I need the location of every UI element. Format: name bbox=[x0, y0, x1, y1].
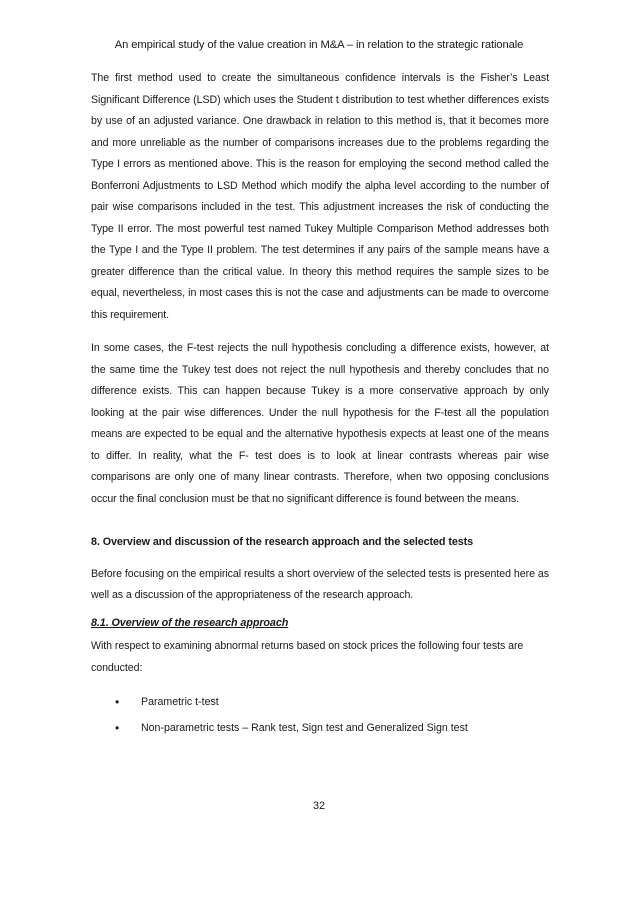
list-item-text: Parametric t-test bbox=[141, 696, 219, 708]
list-item bbox=[115, 689, 549, 715]
list-item bbox=[115, 715, 549, 741]
paragraph-fisher-lsd: The first method used to create the simultaneous confidence intervals is the Fisher’s Least Significant Difference (LSD) which uses the Student t distribution to test whether differences exists by use of an adjusted variance. One drawback in relation to this method is, that it becomes more and more unreliable as the number of comparisons increases due to the problems regarding the Type I errors as mentioned above. This is the reason for employing the second method called the Bonferroni Adjustments to LSD Method which modify the alpha level according to the number of pair wise comparisons included in the test. This adjustment increases the risk of conducting the Type II error. The most powerful test named Tukey Multiple Comparison Method addresses both the Type I and the Type II problem. The test determines if any pairs of the sample means have a greater difference than the critical value. In theory this method requires the sample sizes to be equal, nevertheless, in most cases this is not the case and adjustments can be made to overcome this requirement. bbox=[91, 72, 549, 321]
list-item-text: Non-parametric tests – Rank test, Sign test and Generalized Sign test bbox=[141, 722, 468, 734]
running-header: An empirical study of the value creation in M&A – in relation to the strategic rationale bbox=[114, 39, 524, 51]
section-heading: 8. Overview and discussion of the research approach and the selected tests bbox=[91, 536, 474, 548]
subsection-heading: 8.1. Overview of the research approach bbox=[91, 616, 289, 629]
paragraph-overview-intro: Before focusing on the empirical results a short overview of the selected tests is presented here as well as a discussion of the appropriateness of the research approach. bbox=[91, 567, 549, 601]
test-list bbox=[91, 689, 549, 741]
page-number: 32 bbox=[312, 800, 325, 812]
page-content bbox=[91, 68, 549, 741]
paragraph-f-test-tukey: In some cases, the F-test rejects the null hypothesis concluding a difference exists, however, at the same time the Tukey test does not reject the null hypothesis and thereby concludes that no difference exists. This can happen because Tukey is a more conservative approach by only looking at the pair wise differences. Under the null hypothesis for the F-test all the population means are expected to be equal and the alternative hypothesis expects at least one of the means to differ. In reality, what the F- test does is to look at linear contrasts whereas pair wise comparisons are only one of many linear contrasts. Therefore, when two opposing conclusions occur the final conclusion must be that no significant difference is found between the means. bbox=[91, 342, 549, 505]
bullet-icon: • bbox=[115, 721, 120, 735]
bullet-icon: • bbox=[115, 695, 120, 709]
paragraph-tests-intro: With respect to examining abnormal returns based on stock prices the following four tests are conducted: bbox=[91, 640, 524, 674]
